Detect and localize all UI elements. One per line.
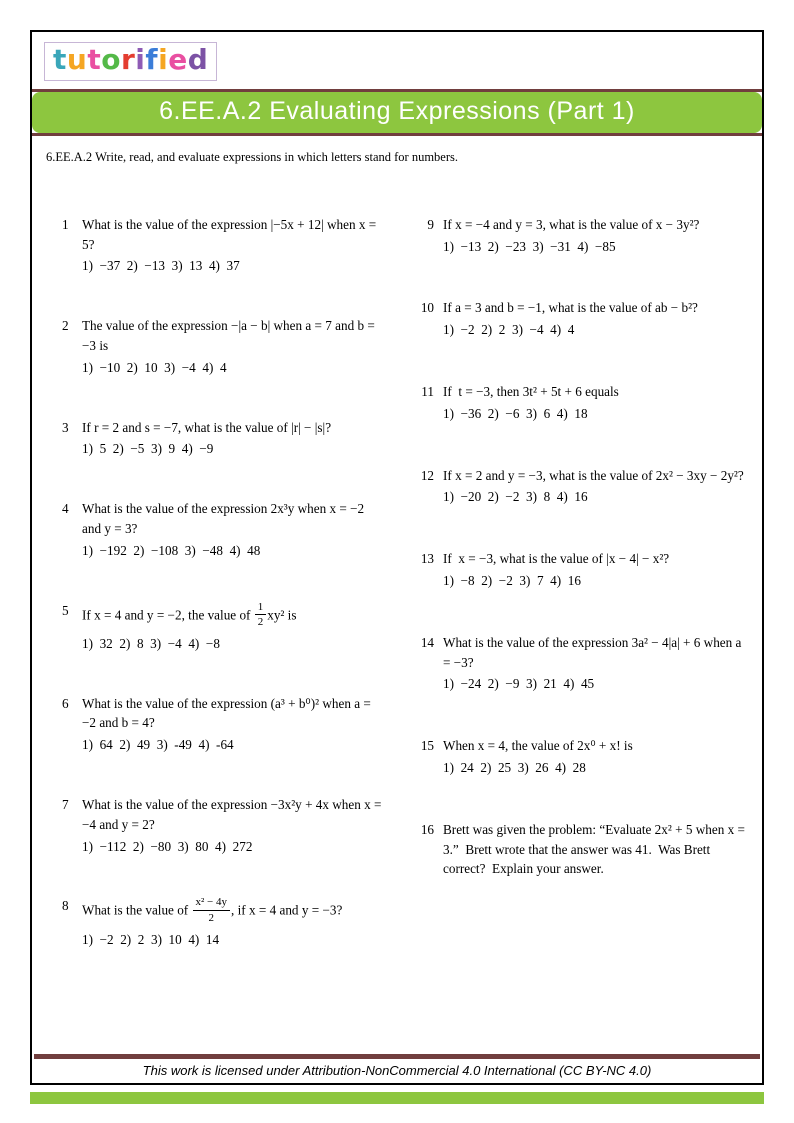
question-number: 5 [62,602,69,618]
question-number: 7 [62,797,69,813]
logo-letter: u [66,43,88,76]
question-text: The value of the expression −|a − b| when a = 7 and b = −3 is [82,318,379,353]
question-text: If r = 2 and s = −7, what is the value of |r| − |s|? [82,419,332,435]
fraction [255,601,267,629]
question-number: 15 [420,738,434,754]
answer-choices: 1) −13 2) −23 3) −31 4) −85 [443,238,616,254]
answer-choices: 1) −2 2) 2 3) −4 4) 4 [443,322,575,338]
question-text: What is the value of the expression |−5x + 12| when x = 5? [82,216,380,252]
question-4 [62,499,384,560]
question-number: 12 [420,467,434,483]
answer-choices: 1) −24 2) −9 3) 21 4) 45 [443,676,595,692]
question-number: 14 [420,634,434,650]
logo-letter: i [135,43,146,76]
question-number: 4 [62,501,69,517]
question-text: If x = −4 and y = 3, what is the value of x − 3y²? [443,216,700,232]
answer-choices: 1) −37 2) −13 3) 13 4) 37 [82,258,240,274]
answer-choices: 1) −8 2) −2 3) 7 4) 16 [443,572,581,588]
title-banner [32,89,762,136]
question-3 [62,418,384,460]
fraction-numerator: 1 [255,601,267,616]
page-title: 6.EE.A.2 Evaluating Expressions (Part 1) [159,96,635,125]
right-column [408,215,748,1054]
answer-choices: 1) −20 2) −2 3) 8 4) 16 [443,489,588,505]
question-15 [408,736,748,778]
question-text: What is the value of the expression (a³ + b⁰)² when a = −2 and b = 4? [82,695,375,731]
question-5 [62,601,384,654]
answer-choices: 1) −112 2) −80 3) 80 4) 272 [82,838,253,854]
logo-letter: r [120,43,136,76]
question-number: 3 [62,419,69,435]
answer-choices: 1) 32 2) 8 3) −4 4) −8 [82,635,220,651]
fraction-denominator: 2 [208,912,214,925]
question-text-before: If x = 4 and y = −2, the value of [82,607,251,623]
question-text: Brett was given the problem: “Evaluate 2x² + 5 when x = 3.” Brett wrote that the answer was 41. Was Brett correct? Explain your answer. [443,821,749,877]
license-text: This work is licensed under Attribution-NonCommercial 4.0 International (CC BY-NC 4.0) [142,1063,652,1078]
question-number: 1 [62,216,69,232]
answer-choices: 1) −2 2) 2 3) 10 4) 14 [82,931,220,947]
question-text [82,896,384,927]
logo-letter: o [101,43,121,76]
logo-letter: t [87,43,102,76]
left-column [62,215,384,1054]
question-text: What is the value of the expression 3a² − 4|a| + 6 when a = −3? [443,634,745,670]
fraction [193,896,231,924]
question-number: 6 [62,695,69,711]
question-10 [408,298,748,340]
question-7 [62,795,384,856]
question-text-after: xy² is [267,607,297,623]
question-11 [408,382,748,424]
question-number: 13 [420,551,434,567]
question-9 [408,215,748,257]
question-number: 9 [427,216,434,232]
question-text: If t = −3, then 3t² + 5t + 6 equals [443,383,619,399]
fraction-numerator: x² − 4y [193,896,231,911]
question-text: What is the value of the expression −3x²y + 4x when x = −4 and y = 2? [82,797,385,832]
fraction-denominator: 2 [257,616,264,629]
question-number: 16 [420,821,434,837]
question-8 [62,896,384,949]
question-13 [408,549,748,591]
question-text: What is the value of the expression 2x³y when x = −2 and y = 3? [82,501,368,536]
question-text: If x = −3, what is the value of |x − 4| − x²? [443,551,670,567]
logo-letter: e [168,43,188,76]
question-number: 11 [421,383,434,399]
banner-bottom-rule [32,133,762,136]
logo-text [53,45,208,76]
question-6 [62,694,384,755]
questions-area [32,165,762,1054]
question-number: 10 [420,300,434,316]
question-text: If x = 2 and y = −3, what is the value of 2x² − 3xy − 2y²? [443,467,744,483]
footer [32,1054,762,1083]
question-14 [408,633,748,694]
question-text [82,601,384,632]
logo-letter: t [53,43,67,76]
answer-choices: 1) 64 2) 49 3) -49 4) -64 [82,737,234,753]
logo-letter: f [145,43,159,76]
logo-letter: i [158,43,169,76]
answer-choices: 1) −192 2) −108 3) −48 4) 48 [82,542,261,558]
question-text-before: What is the value of [82,903,189,919]
worksheet-page [30,30,764,1085]
question-number: 2 [62,318,69,334]
answer-choices: 1) 5 2) −5 3) 9 4) −9 [82,441,214,457]
question-text-after: , if x = 4 and y = −3? [231,903,343,919]
logo-letter: d [187,43,209,76]
answer-choices: 1) −36 2) −6 3) 6 4) 18 [443,405,588,421]
question-text: When x = 4, the value of 2x⁰ + x! is [443,738,633,754]
answer-choices: 1) 24 2) 25 3) 26 4) 28 [443,759,586,775]
standard-description: 6.EE.A.2 Write, read, and evaluate expressions in which letters stand for numbers. [46,149,458,164]
question-12 [408,466,748,508]
question-16 [408,820,748,879]
question-1 [62,215,384,276]
question-text: If a = 3 and b = −1, what is the value of ab − b²? [443,300,698,316]
question-number: 8 [62,898,69,914]
tutorified-logo [44,42,217,81]
question-2 [62,316,384,377]
banner-background [32,92,762,133]
bottom-green-bar [30,1092,764,1104]
answer-choices: 1) −10 2) 10 3) −4 4) 4 [82,359,227,375]
